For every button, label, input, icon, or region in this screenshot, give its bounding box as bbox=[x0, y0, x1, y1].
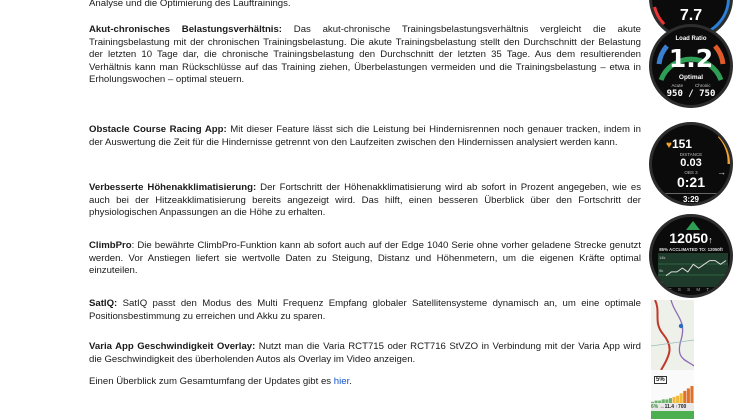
progress-strip bbox=[651, 411, 694, 419]
tick-mid: 9k bbox=[659, 268, 664, 273]
edge-device-image bbox=[651, 300, 694, 419]
total-time: 3:29 bbox=[652, 193, 730, 204]
climbpro-body: : Die bewährte ClimbPro-Funktion kann ab sofort auch auf der Edge 1040 Serie ohne vorher geladene Strecke genutzt werden. Vor Anstiegen liefert sie wertvolle Daten zu Steigung, Distanz und Höhenmetern, um die eigenen Kräfte optimal einzuteilen. bbox=[89, 240, 641, 277]
altitude-body: Der Fortschritt der Höhenakklimatisierung wird ab sofort in Prozent angegeben, wie es auch bei der Hitzeakklimatisierung bereits angezeigt wird. Das hilft, einen besseren Überblick über den Fortschritt der physiologischen Anpassungen an die Höhe zu erhalten. bbox=[89, 182, 641, 219]
satiq-title: SatIQ: bbox=[89, 298, 118, 309]
load-ratio-value: 1.2 bbox=[668, 44, 714, 73]
week-days: T F S S M T W bbox=[659, 287, 722, 292]
varia-body: Nutzt man die Varia RCT715 oder RCT716 StVZO in Verbindung mit der Varia App wird die Geschwindigkeit des überholenden Autos als Overlay im Video anzeigen. bbox=[89, 341, 641, 365]
closing-paragraph bbox=[89, 376, 641, 389]
intro-tail-paragraph: Analyse und die Optimierung des Lauftrainings. bbox=[89, 0, 291, 9]
grade-badge: 5% bbox=[656, 377, 665, 383]
altitude-value bbox=[652, 230, 730, 246]
ocr-title: Obstacle Course Racing App: bbox=[89, 124, 227, 135]
watch-load-ratio-image bbox=[649, 24, 733, 108]
climbpro-title: ClimbPro bbox=[89, 240, 132, 251]
heart-rate-readout bbox=[666, 137, 692, 151]
chronic-label: Chronic bbox=[695, 83, 711, 88]
grade-bar bbox=[683, 391, 686, 403]
load-ratio-sublabels bbox=[652, 83, 730, 88]
closing-end: . bbox=[349, 376, 352, 387]
distance-left: 11.4 bbox=[664, 404, 675, 410]
load-ratio-label: Load Ratio bbox=[675, 36, 707, 42]
grade-bars bbox=[651, 385, 694, 403]
satiq-paragraph bbox=[89, 298, 641, 323]
closing-text: Einen Überblick zum Gesamtumfang der Updates gibt es bbox=[89, 376, 334, 387]
load-ratio-values: 950 / 750 bbox=[666, 89, 716, 99]
varia-paragraph bbox=[89, 341, 641, 366]
grade-bar bbox=[676, 396, 679, 403]
altitude-chart bbox=[658, 253, 728, 287]
load-ratio-status: Optimal bbox=[678, 74, 704, 81]
acwr-paragraph bbox=[89, 24, 641, 87]
heart-rate-value: 151 bbox=[671, 137, 692, 151]
acwr-body: Das akut-chronische Trainingsbelastungsverhältnis vergleicht die akute Trainingsbelastung mit der chronischen Trainingsbelastung. Die akute Trainingsbelastung stellt den Durchschnitt der Belastung der letzten 10 Tage dar, die chronische Trainingsbelastung den Durchschnitt der letzten 35 Tage. Aus dem resultierenden Verhältnis kann man Rückschlüsse auf das Training ziehen, Überbelastungen vermeiden und die Trainingsbelastung – etwa in Erholungswochen – optimal steuern. bbox=[89, 24, 641, 86]
elevation-left: 700 bbox=[677, 404, 687, 410]
varia-title: Varia App Geschwindigkeit Overlay: bbox=[89, 341, 256, 352]
distance-left-arrow-icon: ↔ bbox=[659, 404, 665, 410]
distance-label: DISTANCE bbox=[679, 152, 703, 157]
climbpro-paragraph bbox=[89, 240, 641, 278]
mountain-icon bbox=[686, 221, 700, 230]
elevation-up-icon: ↑ bbox=[675, 404, 678, 410]
watch-ocr-image bbox=[649, 122, 733, 206]
obstacle-label: OBS 3 bbox=[684, 170, 698, 175]
satiq-body: SatIQ passt den Modus des Multi Frequenz Empfang globaler Satellitensysteme dynamisch an, um eine optimale Positionsbestimmung zu erreichen und Akku zu sparen. bbox=[89, 298, 641, 322]
acwr-title: Akut-chronisches Belastungsverhältnis: bbox=[89, 24, 283, 35]
tick-high: 14k bbox=[659, 255, 666, 260]
grade-bar bbox=[687, 388, 690, 403]
ocr-body: Mit dieser Feature lässt sich die Leistung bei Hindernisrennen noch genauer tracken, indem in der Auswertung die Zeit für die Hindernisse getrennt von den Laufzeiten zwischen den Hindernissen analysiert werden kann. bbox=[89, 124, 641, 148]
altitude-number: 12050 bbox=[669, 230, 709, 246]
grade-now: 6% bbox=[651, 404, 659, 410]
acclimation-text: 85% ACCLIMATED TO: 12050ft bbox=[659, 247, 723, 252]
altitude-paragraph bbox=[89, 182, 641, 220]
watch-altitude-image bbox=[649, 214, 733, 298]
altitude-up-icon: ↑ bbox=[708, 235, 713, 245]
arrow-right-icon: → bbox=[717, 167, 726, 177]
obstacle-time: 0:21 bbox=[676, 174, 706, 190]
altitude-title: Verbesserte Höhenakklimatisierung: bbox=[89, 182, 257, 193]
ocr-paragraph bbox=[89, 124, 641, 149]
tick-low: 5k bbox=[659, 280, 664, 285]
updates-link[interactable]: hier bbox=[333, 376, 350, 387]
heart-icon: ♥ bbox=[666, 140, 672, 151]
distance-value: 0.03 bbox=[680, 157, 702, 169]
map-view bbox=[651, 300, 694, 370]
watch-top-value: 7.7 bbox=[679, 7, 703, 24]
grade-bar bbox=[680, 393, 683, 403]
acute-label: Acute bbox=[671, 83, 683, 88]
grade-bar bbox=[690, 386, 693, 403]
